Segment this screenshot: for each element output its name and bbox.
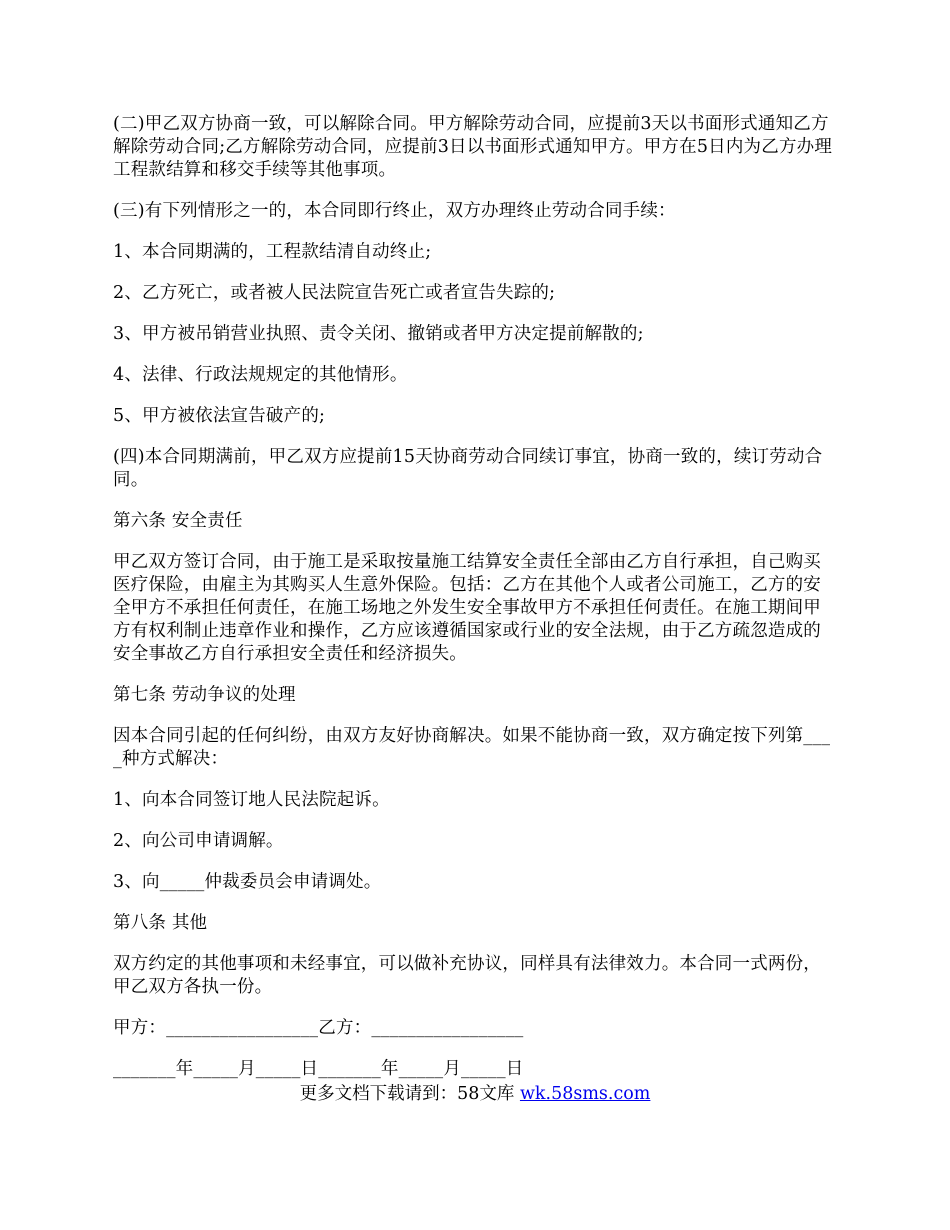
article-8-body: 双方约定的其他事项和未经事宜，可以做补充协议，同样具有法律效力。本合同一式两份，甲乙双方各执一份。 bbox=[113, 954, 821, 997]
list-item: 1、本合同期满的，工程款结清自动终止; bbox=[113, 242, 432, 262]
list-item: 2、向公司申请调解。 bbox=[113, 831, 284, 851]
date-line: _______年_____月_____日_______年_____月_____日 bbox=[113, 1059, 524, 1079]
clause-2-termination-by-agreement: (二)甲乙双方协商一致，可以解除合同。甲方解除劳动合同，应提前3天以书面形式通知乙方解除劳动合同;乙方解除劳动合同，应提前3日以书面形式通知甲方。甲方在5日内为乙方办理工程款结算和移交手续等其他事项。 bbox=[113, 114, 833, 180]
list-item: 3、向_____仲裁委员会申请调处。 bbox=[113, 872, 382, 892]
list-item: 2、乙方死亡，或者被人民法院宣告死亡或者宣告失踪的; bbox=[113, 283, 556, 303]
section-heading-article-7: 第七条 劳动争议的处理 bbox=[113, 685, 296, 705]
signature-line: 甲方：_________________乙方：_________________ bbox=[113, 1018, 524, 1038]
clause-4-renewal: (四)本合同期满前，甲乙双方应提前15天协商劳动合同续订事宜，协商一致的，续订劳动合同。 bbox=[113, 447, 823, 490]
footer-text: 更多文档下载请到：58文库 bbox=[299, 1084, 520, 1104]
section-heading-article-6: 第六条 安全责任 bbox=[113, 511, 243, 531]
footer-link[interactable]: wk.58sms.com bbox=[519, 1084, 651, 1104]
clause-3-termination-conditions: (三)有下列情形之一的，本合同即行终止，双方办理终止劳动合同手续： bbox=[113, 201, 676, 221]
article-7-body: 因本合同引起的任何纠纷，由双方友好协商解决。如果不能协商一致，双方确定按下列第____种方式解决： bbox=[113, 726, 831, 769]
list-item: 5、甲方被依法宣告破产的; bbox=[113, 406, 326, 426]
list-item: 3、甲方被吊销营业执照、责令关闭、撤销或者甲方决定提前解散的; bbox=[113, 324, 644, 344]
document-body bbox=[113, 113, 838, 1099]
article-6-body: 甲乙双方签订合同，由于施工是采取按量施工结算安全责任全部由乙方自行承担，自己购买医疗保险，由雇主为其购买人生意外保险。包括：乙方在其他个人或者公司施工，乙方的安全甲方不承担任何责任，在施工场地之外发生安全事故甲方不承担任何责任。在施工期间甲方有权利制止违章作业和操作，乙方应该遵循国家或行业的安全法规，由于乙方疏忽造成的安全事故乙方自行承担安全责任和经济损失。 bbox=[113, 552, 821, 664]
list-item: 1、向本合同签订地人民法院起诉。 bbox=[113, 790, 390, 810]
footer bbox=[0, 1083, 950, 1106]
section-heading-article-8: 第八条 其他 bbox=[113, 913, 208, 933]
list-item: 4、法律、行政法规规定的其他情形。 bbox=[113, 365, 408, 385]
